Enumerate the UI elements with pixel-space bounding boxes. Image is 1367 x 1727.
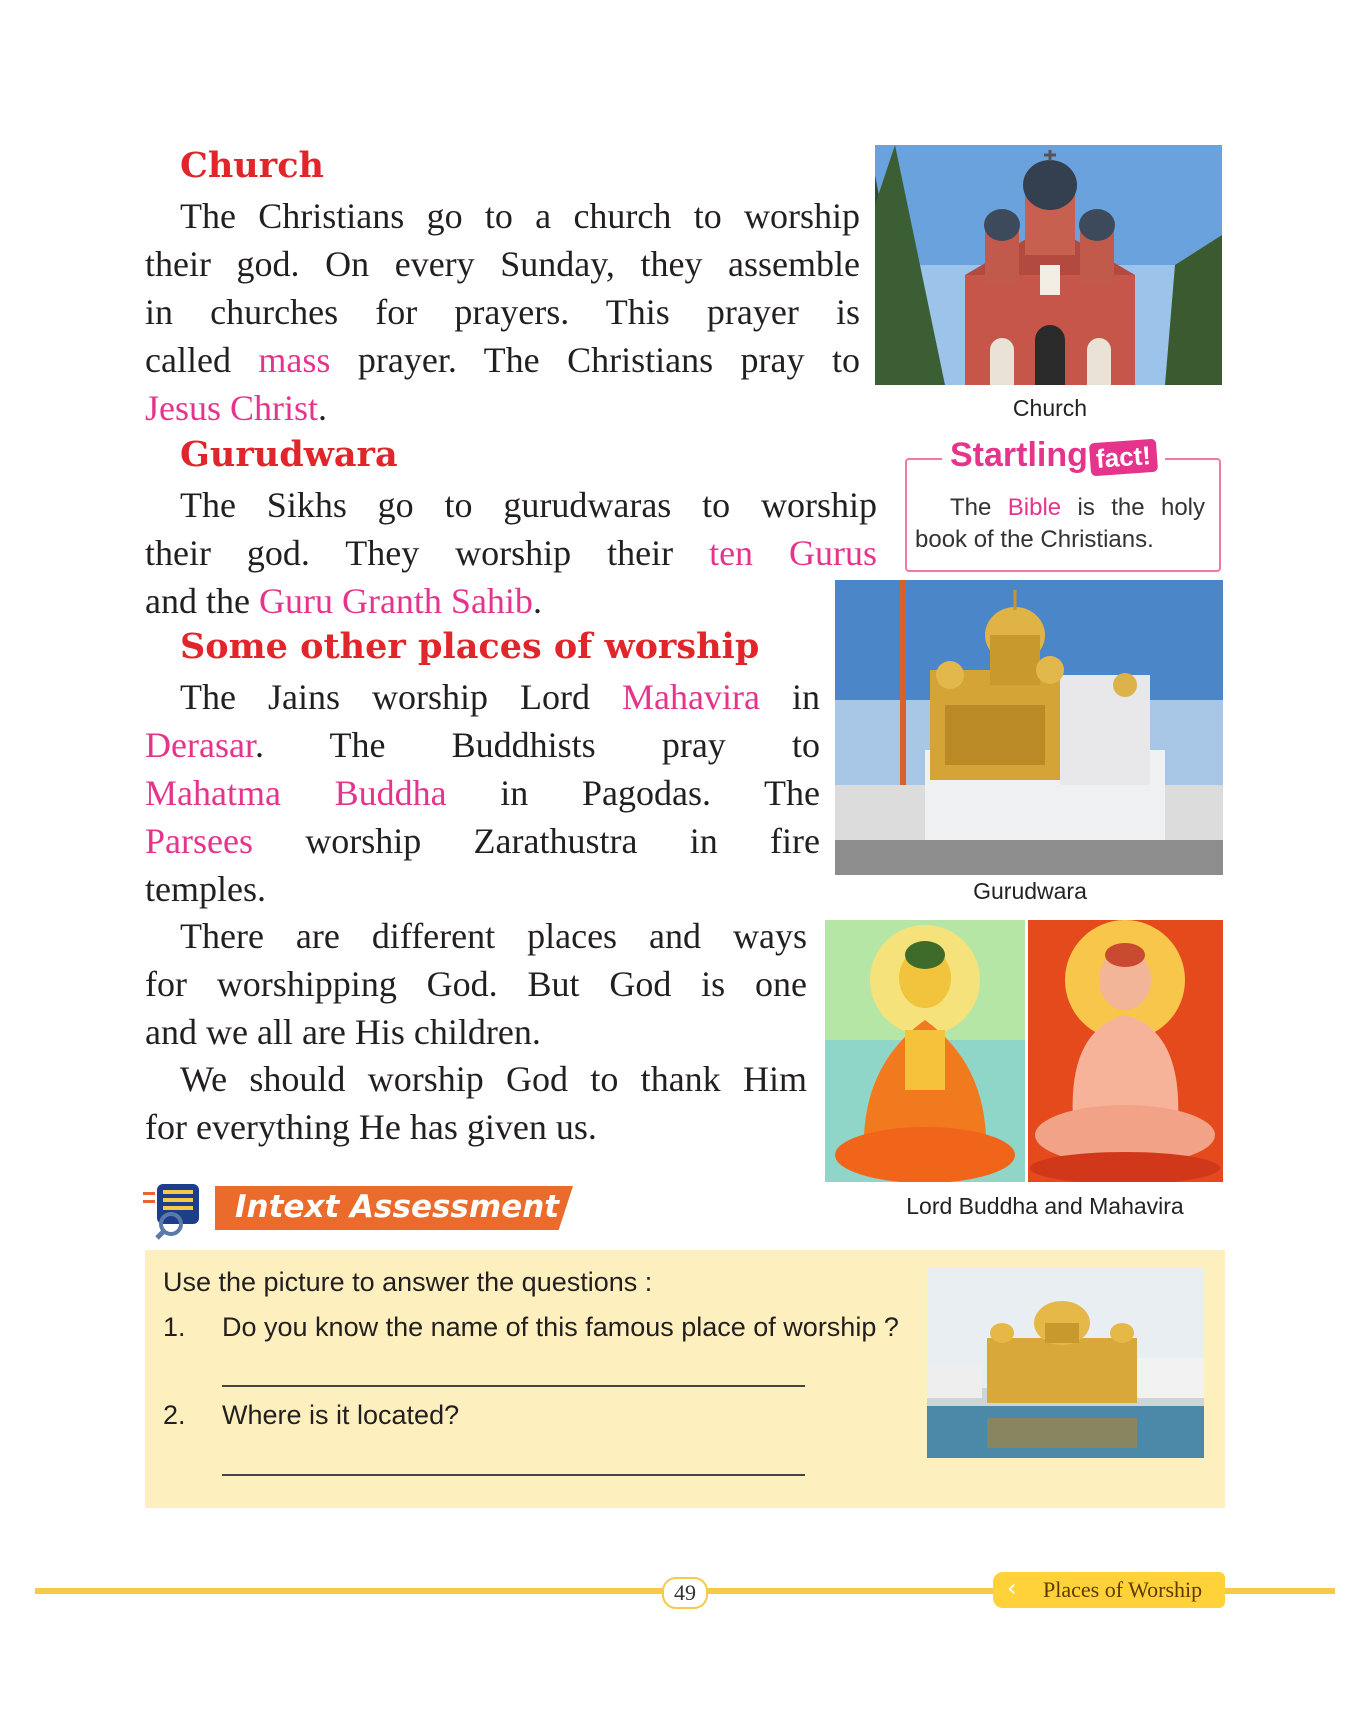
- gurudwara-caption: Gurudwara: [973, 878, 1087, 904]
- gurudwara-heading: Gurudwara: [180, 434, 398, 475]
- church-line-3: in churches for prayers. This prayer is: [145, 292, 860, 332]
- other-line-2: Derasar. The Buddhists pray to: [145, 725, 820, 765]
- term-jesus-christ: Jesus Christ: [145, 388, 319, 428]
- fact-badge: fact!: [1089, 439, 1158, 477]
- term-mass: mass: [258, 340, 331, 380]
- gurudwara-line-3: and the Guru Granth Sahib.: [145, 581, 542, 621]
- church-caption: Church: [1012, 395, 1088, 421]
- question-2-text: Where is it located?: [222, 1400, 460, 1430]
- assessment-icon: [143, 1178, 213, 1240]
- question-2-number: 2.: [163, 1400, 186, 1430]
- other-line-1: The Jains worship Lord Mahavira in: [180, 677, 820, 717]
- term-parsees: Parsees: [145, 821, 253, 861]
- church-line-4: called mass prayer. The Christians pray to: [145, 340, 860, 380]
- chevron-left-icon: ‹: [1007, 1574, 1017, 1602]
- startling-fact-text: The Bible is the holy book of the Christians.: [915, 494, 1205, 553]
- question-1-text: Do you know the name of this famous place of worship ?: [222, 1312, 899, 1342]
- other-line-5: temples.: [145, 869, 266, 909]
- term-ten-gurus: ten Gurus: [709, 533, 877, 573]
- buddha-mahavira-caption: Lord Buddha and Mahavira: [906, 1193, 1184, 1219]
- term-bible: Bible: [1007, 494, 1062, 521]
- church-paragraph: [145, 192, 860, 432]
- church-line-2: their god. On every Sunday, they assemble: [145, 244, 860, 284]
- church-heading: Church: [180, 145, 324, 186]
- other-places-heading: Some other places of worship: [180, 626, 760, 667]
- closing-paragraph-1: [145, 912, 807, 1056]
- other-places-paragraph: [145, 673, 820, 913]
- other-line-4: Parsees worship Zarathustra in fire: [145, 821, 820, 861]
- gurudwara-paragraph: [145, 481, 877, 625]
- other-line-3: Mahatma Buddha in Pagodas. The: [145, 773, 820, 813]
- answer-line-1[interactable]: [222, 1385, 805, 1387]
- chapter-title: Places of Worship: [1043, 1577, 1203, 1602]
- startling-fact-title: Startling fact!: [942, 436, 1165, 475]
- closing-paragraph-2: [145, 1055, 807, 1151]
- closing-line-3: and we all are His children.: [145, 1012, 541, 1052]
- term-derasar: Derasar: [145, 725, 255, 765]
- mahavira-image: [1028, 920, 1223, 1182]
- term-mahavira: Mahavira: [622, 677, 760, 717]
- assessment-intro: Use the picture to answer the questions :: [163, 1267, 653, 1297]
- question-1-number: 1.: [163, 1312, 186, 1342]
- church-line-1: The Christians go to a church to worship: [180, 196, 860, 236]
- church-line-5: Jesus Christ.: [145, 388, 328, 428]
- term-guru-granth-sahib: Guru Granth Sahib: [258, 581, 533, 621]
- assessment-title: Intext Assessment: [235, 1189, 560, 1225]
- gurudwara-photo: [835, 580, 1223, 875]
- gurudwara-line-1: The Sikhs go to gurudwaras to worship: [180, 485, 877, 525]
- page-number: 49: [662, 1577, 708, 1609]
- term-mahatma-buddha: Mahatma Buddha: [145, 773, 447, 813]
- gurudwara-line-2: their god. They worship their ten Gurus: [145, 533, 877, 573]
- buddha-image: [825, 920, 1025, 1182]
- closing-line-5: for everything He has given us.: [145, 1107, 597, 1147]
- closing-line-1: There are different places and ways: [180, 916, 807, 956]
- golden-temple-photo: [927, 1268, 1204, 1458]
- closing-line-4: We should worship God to thank Him: [180, 1059, 807, 1099]
- closing-line-2: for worshipping God. But God is one: [145, 964, 807, 1004]
- chapter-tab[interactable]: [993, 1572, 1225, 1608]
- church-photo: [875, 145, 1222, 385]
- answer-line-2[interactable]: [222, 1474, 805, 1476]
